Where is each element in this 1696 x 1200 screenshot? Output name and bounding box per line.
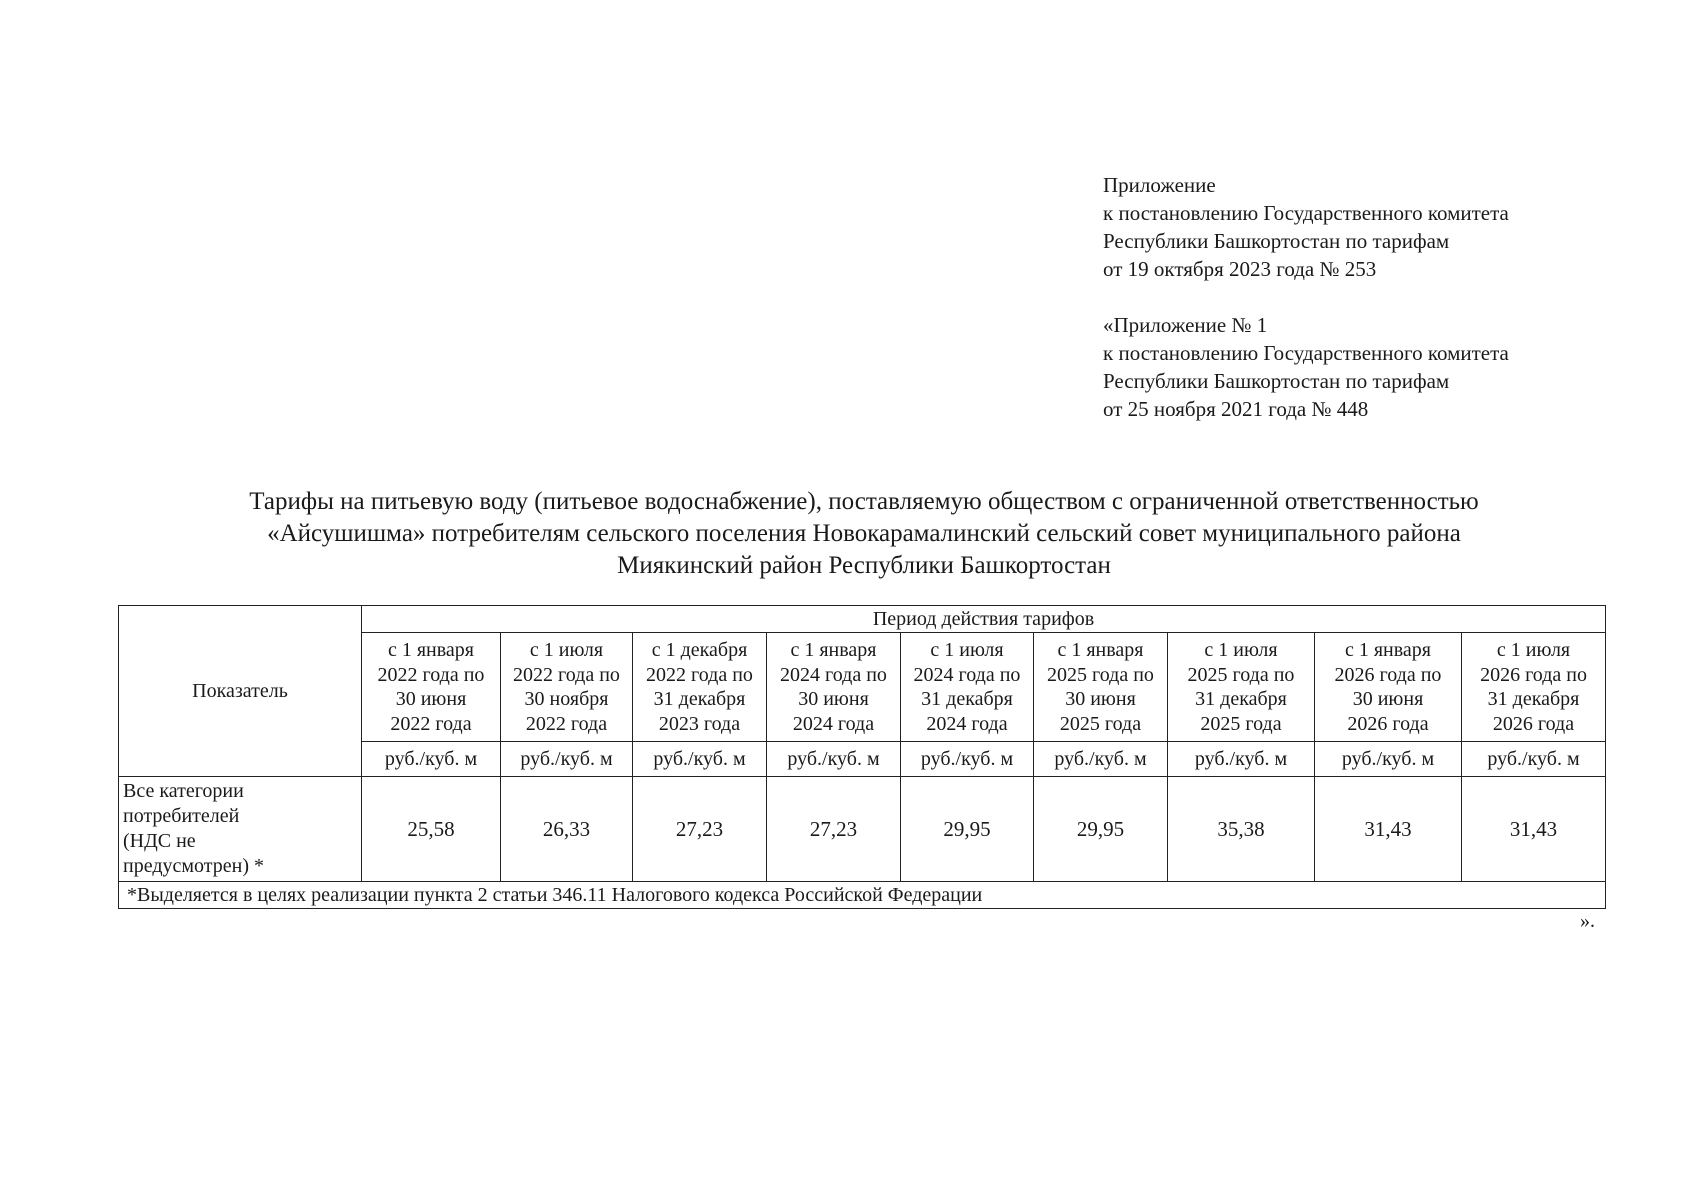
tariff-value-cell: 29,95 bbox=[901, 777, 1034, 882]
tariff-value-cell: 31,43 bbox=[1462, 777, 1606, 882]
title-line: Миякинский район Республики Башкортостан bbox=[617, 552, 1111, 579]
appendix-current-line: Приложение bbox=[1103, 173, 1216, 197]
period-line: с 1 января bbox=[1344, 639, 1432, 661]
period-line: 31 декабря bbox=[1487, 688, 1580, 710]
appendix-original-line: от 25 ноября 2021 года № 448 bbox=[1103, 397, 1369, 421]
indicator-header: Показатель bbox=[119, 606, 362, 777]
period-line: 30 ноября bbox=[524, 688, 609, 710]
unit-cell: руб./куб. м bbox=[901, 742, 1034, 777]
period-line: с 1 января bbox=[387, 639, 475, 661]
unit-cell: руб./куб. м bbox=[1462, 742, 1606, 777]
period-line: 2023 года bbox=[658, 712, 741, 735]
period-cell bbox=[1034, 633, 1168, 742]
tariff-value-cell: 35,38 bbox=[1168, 777, 1315, 882]
unit-cell: руб./куб. м bbox=[767, 742, 901, 777]
period-line: 2025 года по bbox=[1047, 663, 1154, 686]
period-cell bbox=[633, 633, 767, 742]
appendix-original-header bbox=[1103, 311, 1663, 423]
period-line: 30 июня bbox=[798, 688, 869, 710]
period-line: 2026 года bbox=[1347, 712, 1429, 735]
unit-cell: руб./куб. м bbox=[1315, 742, 1462, 777]
title-line: «Айсушишма» потребителям сельского поселения Новокарамалинский сельский совет муниципального района bbox=[267, 520, 1461, 547]
row-label-line: предусмотрен) * bbox=[123, 855, 264, 877]
period-line: 2022 года по bbox=[513, 663, 620, 686]
period-line: 2022 года по bbox=[646, 663, 753, 686]
period-line: 2024 года bbox=[926, 712, 1008, 735]
period-line: 2026 года bbox=[1492, 712, 1575, 735]
period-line: 2022 года по bbox=[377, 663, 485, 686]
period-line: 30 июня bbox=[1065, 688, 1136, 710]
period-cell bbox=[362, 633, 501, 742]
row-label-line: (НДС не bbox=[123, 830, 196, 852]
appendix-original-line: к постановлению Государственного комитета bbox=[1103, 341, 1509, 365]
period-cell bbox=[501, 633, 633, 742]
document-title bbox=[100, 486, 1628, 582]
period-line: 30 июня bbox=[1352, 688, 1424, 710]
unit-cell: руб./куб. м bbox=[1168, 742, 1315, 777]
period-line: 2026 года по bbox=[1334, 663, 1442, 686]
closing-quote-mark: ». bbox=[1580, 910, 1595, 932]
unit-cell: руб./куб. м bbox=[501, 742, 633, 777]
period-cell bbox=[1315, 633, 1462, 742]
period-line: 2024 года по bbox=[913, 663, 1021, 686]
period-header: Период действия тарифов bbox=[362, 606, 1606, 633]
period-line: 30 июня bbox=[395, 688, 467, 710]
period-line: 2022 года bbox=[390, 712, 472, 735]
period-line: с 1 января bbox=[1057, 639, 1144, 661]
row-label bbox=[119, 777, 362, 882]
appendix-original-line: Республики Башкортостан по тарифам bbox=[1103, 369, 1450, 393]
tariff-value-cell: 27,23 bbox=[767, 777, 901, 882]
title-line: Тарифы на питьевую воду (питьевое водоснабжение), поставляемую обществом с ограниченной ответственностью bbox=[249, 488, 1479, 515]
period-line: с 1 января bbox=[790, 639, 877, 661]
tariff-value-cell: 25,58 bbox=[362, 777, 501, 882]
period-line: 2024 года bbox=[792, 712, 875, 735]
period-line: с 1 июля bbox=[1204, 639, 1278, 661]
period-cell bbox=[901, 633, 1034, 742]
period-cell bbox=[767, 633, 901, 742]
appendix-current-line: Республики Башкортостан по тарифам bbox=[1103, 229, 1450, 253]
period-line: 2026 года по bbox=[1480, 663, 1587, 686]
period-line: с 1 июля bbox=[529, 639, 604, 661]
row-label-line: Все категории bbox=[123, 780, 244, 802]
period-line: 2022 года bbox=[525, 712, 608, 735]
period-line: с 1 июля bbox=[1496, 639, 1571, 661]
appendix-current-line: от 19 октября 2023 года № 253 bbox=[1103, 257, 1377, 281]
period-line: 2025 года bbox=[1059, 712, 1142, 735]
tariff-value-cell: 29,95 bbox=[1034, 777, 1168, 882]
tariff-value-cell: 26,33 bbox=[501, 777, 633, 882]
unit-cell: руб./куб. м bbox=[633, 742, 767, 777]
tariff-table bbox=[118, 605, 1606, 909]
period-line: 2025 года по bbox=[1187, 663, 1295, 686]
unit-cell: руб./куб. м bbox=[1034, 742, 1168, 777]
appendix-original-line: «Приложение № 1 bbox=[1103, 313, 1268, 337]
appendix-current-header bbox=[1103, 171, 1663, 283]
period-line: с 1 декабря bbox=[651, 639, 748, 661]
footnote: *Выделяется в целях реализации пункта 2 статьи 346.11 Налогового кодекса Российской Федерации bbox=[119, 882, 1606, 909]
tariff-value-cell: 27,23 bbox=[633, 777, 767, 882]
period-line: с 1 июля bbox=[930, 639, 1004, 661]
period-line: 31 декабря bbox=[921, 688, 1013, 710]
period-cell bbox=[1462, 633, 1606, 742]
tariff-value-cell: 31,43 bbox=[1315, 777, 1462, 882]
row-label-line: потребителей bbox=[123, 805, 240, 827]
period-line: 31 декабря bbox=[653, 688, 746, 710]
period-line: 2025 года bbox=[1200, 712, 1282, 735]
period-cell bbox=[1168, 633, 1315, 742]
period-line: 31 декабря bbox=[1195, 688, 1287, 710]
appendix-current-line: к постановлению Государственного комитета bbox=[1103, 201, 1509, 225]
table-row bbox=[119, 777, 1606, 882]
unit-cell: руб./куб. м bbox=[362, 742, 501, 777]
period-line: 2024 года по bbox=[780, 663, 887, 686]
